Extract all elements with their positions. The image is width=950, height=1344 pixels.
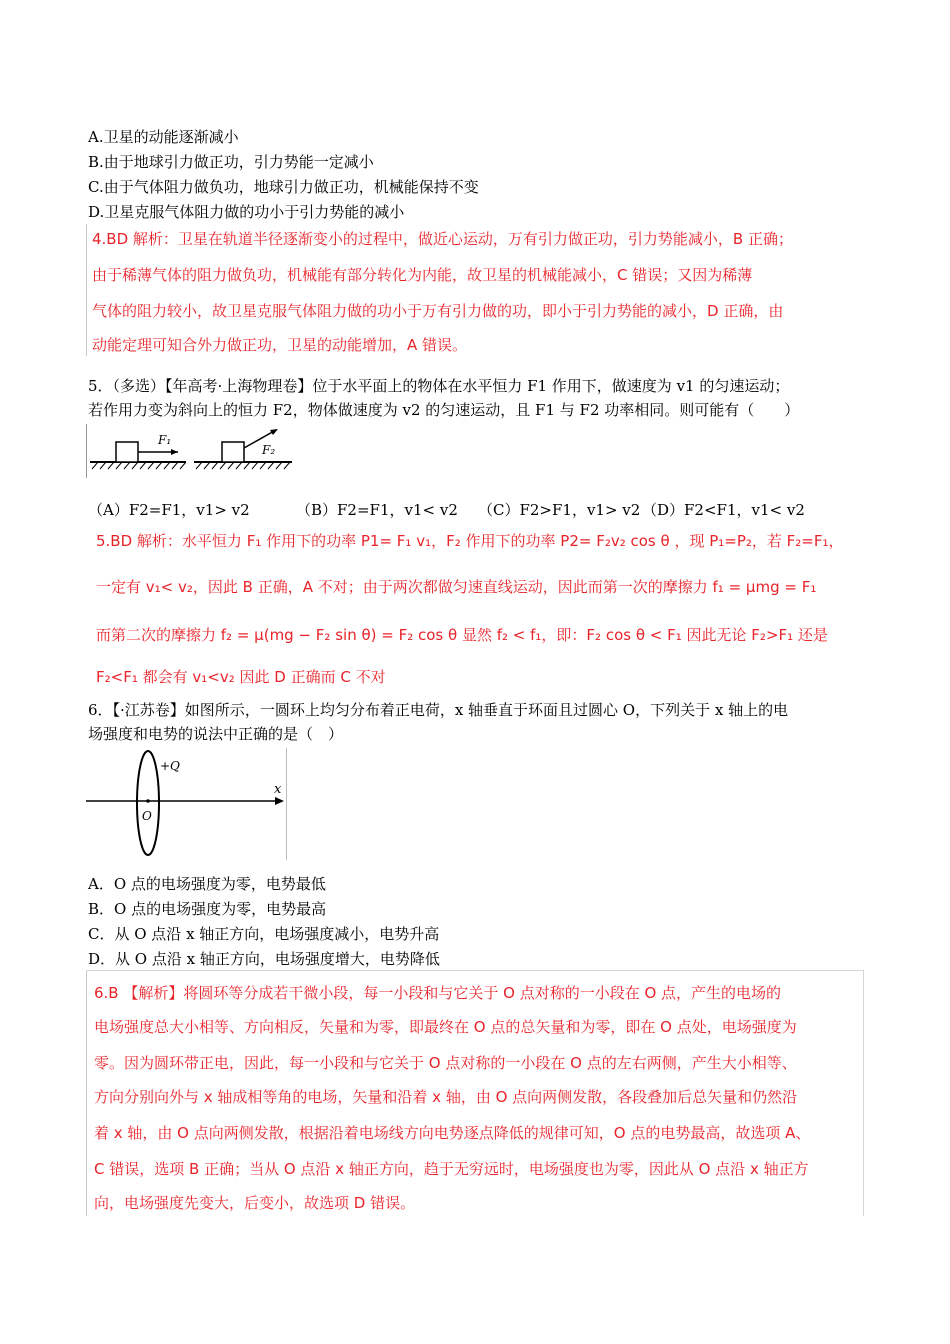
q4-answer-line-1: 4.BD 解析：卫星在轨道半径逐渐变小的过程中，做近心运动，万有引力做正功，引力势能减小，B 正确； [92, 230, 793, 248]
q5-answer-line-1: 5.BD 解析：水平恒力 F₁ 作用下的功率 P1= F₁ v₁，F₂ 作用下的功率 P2= F₂v₂ cos θ ，现 P₁=P₂，若 F₂=F₁， [96, 532, 844, 550]
q6-ring-figure [86, 748, 290, 860]
q5-option-b: （B）F2=F1，v1< v2 [296, 501, 458, 519]
q6-figure-label-x: x [274, 782, 282, 797]
q5-answer-line-4: F₂<F₁ 都会有 v₁<v₂ 因此 D 正确而 C 不对 [96, 668, 386, 686]
q6-option-a: A．O 点的电场强度为零，电势最低 [88, 875, 326, 893]
q6-stem-line-1: 6．【·江苏卷】如图所示，一圆环上均匀分布着正电荷，x 轴垂直于环面且过圆心 O，下列关于 x 轴上的电 [88, 701, 789, 719]
q6-answer-line-3: 零。因为圆环带正电，因此，每一小段和与它关于 O 点对称的一小段在 O 点的左右两侧，产生大小相等、 [94, 1054, 797, 1072]
q6-option-b: B．O 点的电场强度为零，电势最高 [88, 900, 327, 918]
q5-force-figure [86, 424, 296, 478]
q6-answer-line-1: 6.B 【解析】将圆环等分成若干微小段，每一小段和与它关于 O 点对称的一小段在 O 点，产生的电场的 [94, 984, 782, 1002]
q4-option-c: C.由于气体阻力做负功，地球引力做正功，机械能保持不变 [88, 178, 479, 196]
q4-answer-line-4: 动能定理可知合外力做正功，卫星的动能增加，A 错误。 [92, 336, 468, 354]
q5-figure-label-f1: F₁ [158, 433, 172, 447]
q6-answer-line-5: 着 x 轴，由 O 点向两侧发散，根据沿着电场线方向电势逐点降低的规律可知，O 点的电势最高，故选项 A、 [94, 1124, 811, 1142]
q5-answer-line-2: 一定有 v₁< v₂，因此 B 正确，A 不对；由于两次都做匀速直线运动，因此而第一次的摩擦力 f₁ = μmg = F₁ [96, 578, 817, 596]
q4-option-d: D.卫星克服气体阻力做的功小于引力势能的减小 [88, 203, 405, 221]
q6-figure-label-o: O [142, 809, 152, 823]
q5-figure-label-f2: F₂ [262, 443, 276, 457]
q5-option-a: （A）F2=F1，v1> v2 [88, 501, 250, 519]
q4-option-b: B.由于地球引力做正功，引力势能一定减小 [88, 153, 374, 171]
q6-answer-line-4: 方向分别向外与 x 轴成相等角的电场，矢量和沿着 x 轴，由 O 点向两侧发散，各段叠加后总矢量和仍然沿 [94, 1088, 798, 1106]
q6-answer-block [86, 970, 864, 1216]
q5-answer-line-3: 而第二次的摩擦力 f₂ = μ(mg − F₂ sin θ) = F₂ cos θ 显然 f₂ < f₁，即：F₂ cos θ < F₁ 因此无论 F₂>F₁ 还是 [96, 626, 828, 644]
q4-answer-block [86, 224, 856, 356]
q4-option-a: A.卫星的动能逐渐减小 [88, 128, 239, 146]
q5-stem-line-2: 若作用力变为斜向上的恒力 F2，物体做速度为 v2 的匀速运动，且 F1 与 F2 功率相同。则可能有（ ） [88, 401, 800, 419]
q4-answer-line-2: 由于稀薄气体的阻力做负功，机械能有部分转化为内能，故卫星的机械能减小，C 错误；又因为稀薄 [92, 266, 753, 284]
q6-figure-label-q: +Q [160, 759, 180, 773]
q6-stem-line-2: 场强度和电势的说法中正确的是（ ） [88, 725, 344, 743]
q4-answer-line-3: 气体的阻力较小，故卫星克服气体阻力做的功小于万有引力做的功，即小于引力势能的减小，D 正确，由 [92, 302, 784, 320]
q6-answer-line-2: 电场强度总大小相等、方向相反，矢量和为零，即最终在 O 点的总矢量和为零，即在 O 点处，电场强度为 [94, 1018, 797, 1036]
q6-answer-line-7: 向，电场强度先变大，后变小，故选项 D 错误。 [94, 1194, 416, 1212]
q6-option-d: D．从 O 点沿 x 轴正方向，电场强度增大，电势降低 [88, 950, 440, 968]
q5-stem-line-1: 5．（多选）【年高考·上海物理卷】位于水平面上的物体在水平恒力 F1 作用下，做速度为 v1 的匀速运动； [88, 377, 790, 395]
q5-answer-block [90, 526, 870, 690]
q5-option-c: （C）F2>F1，v1> v2 [478, 501, 641, 519]
q6-answer-line-6: C 错误，选项 B 正确；当从 O 点沿 x 轴正方向，趋于无穷远时，电场强度也为零，因此从 O 点沿 x 轴正方 [94, 1160, 809, 1178]
q5-option-d: （D）F2<F1，v1< v2 [642, 501, 805, 519]
q6-option-c: C．从 O 点沿 x 轴正方向，电场强度减小，电势升高 [88, 925, 440, 943]
